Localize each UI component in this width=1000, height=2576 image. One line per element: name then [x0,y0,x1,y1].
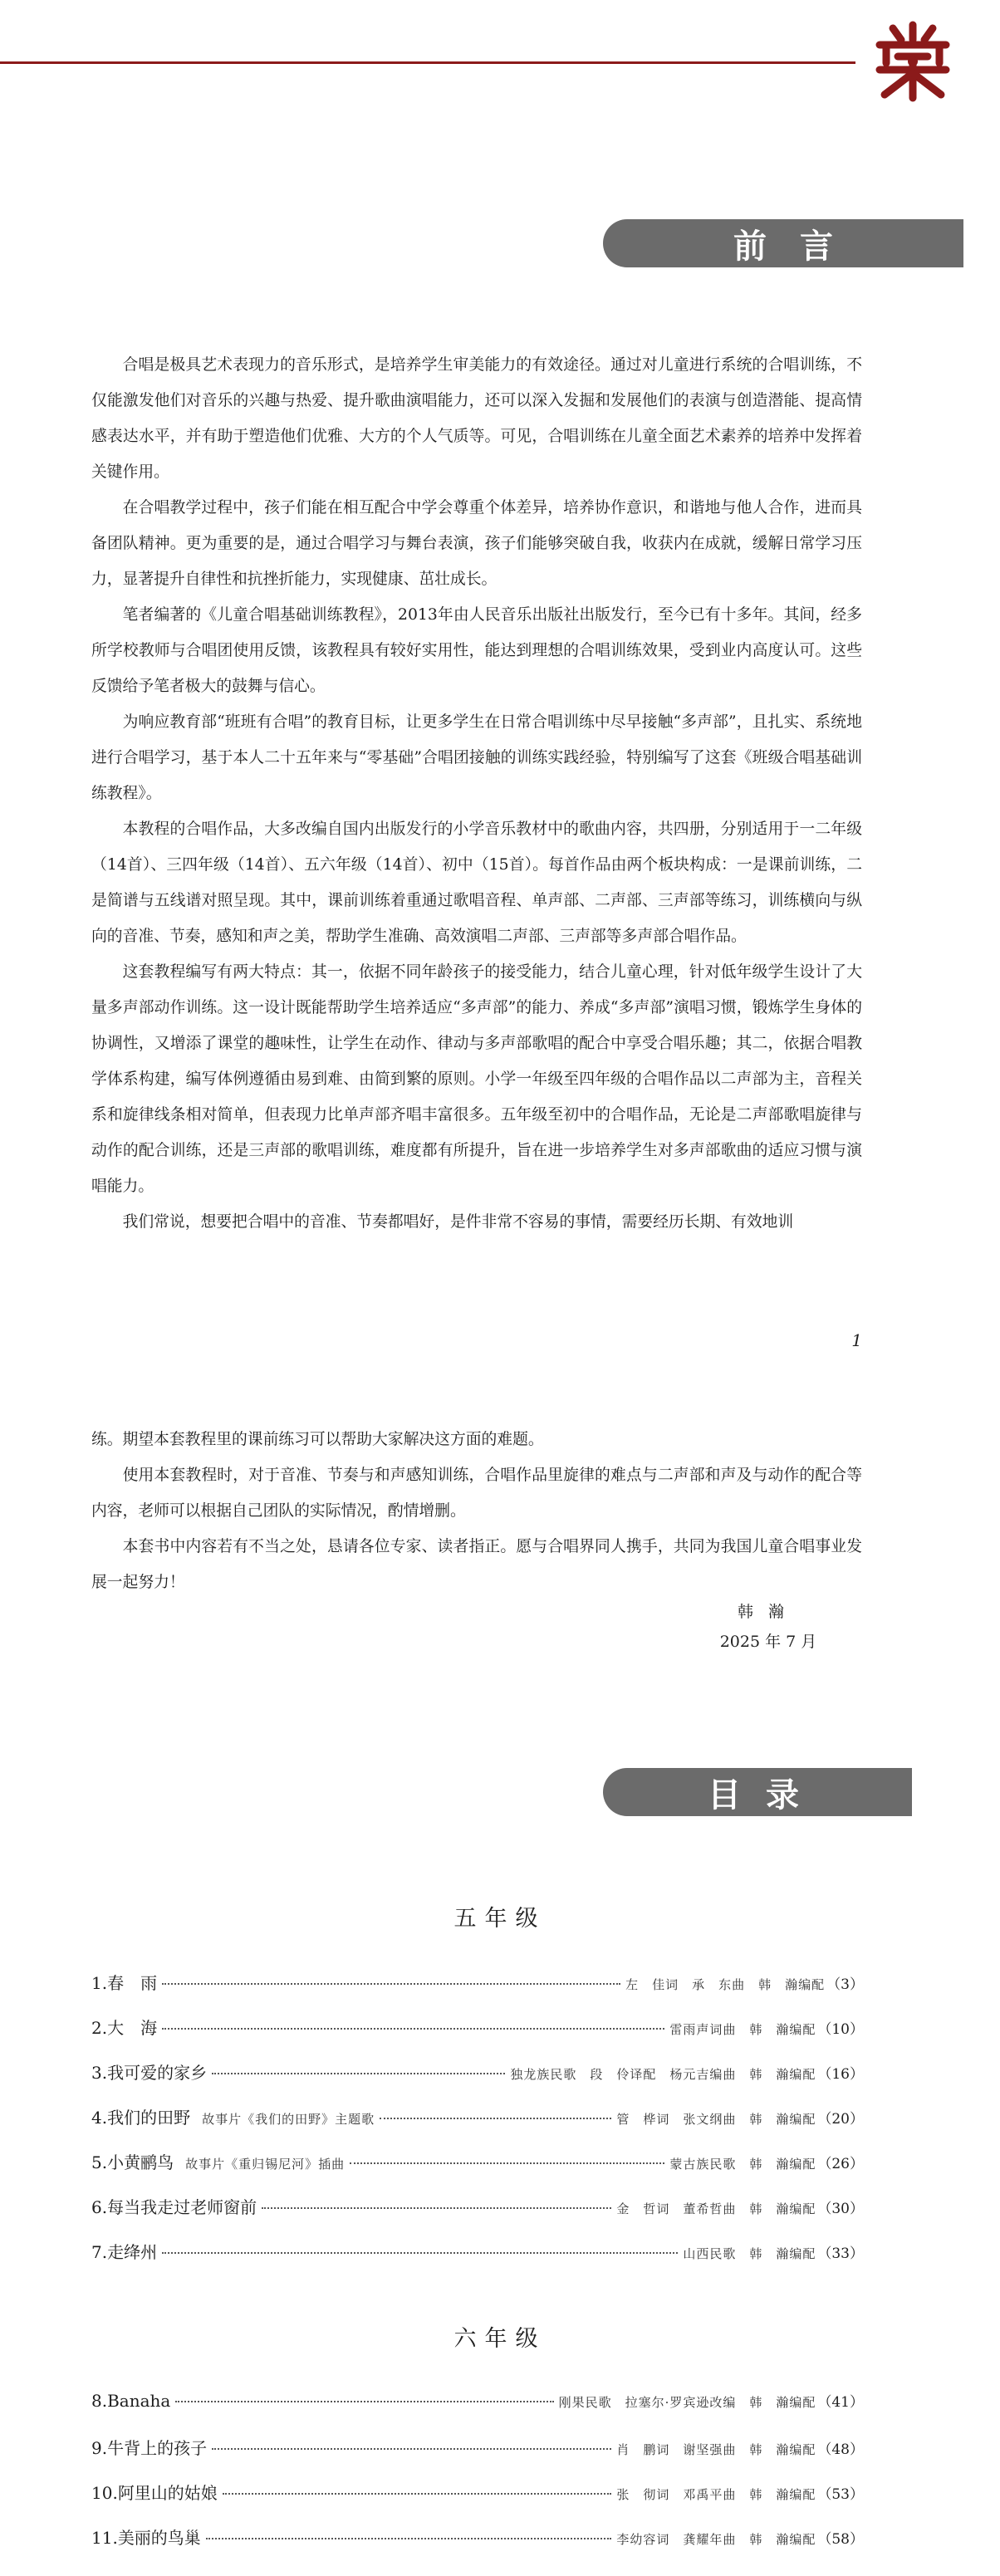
toc-entry-title: 我可爱的家乡 [107,2063,208,2083]
toc-entry[interactable] [91,2149,864,2194]
toc-leader-dots [350,2162,664,2164]
toc-entry[interactable] [91,1970,864,2015]
toc-entry-number: 11. [91,2528,118,2548]
publisher-logo-icon [868,20,958,103]
toc-entry-title: 大 海 [107,2018,158,2038]
toc-leader-dots [212,2073,505,2074]
toc-leader-dots [162,2252,678,2254]
preface-body-continued [91,1422,862,1600]
toc-entry-credits: 李幼容词 龚耀年曲 韩 瀚编配 [616,2532,816,2547]
toc-entry-credits: 蒙古族民歌 韩 瀚编配 [669,2157,816,2172]
toc-entry-title: 走绛州 [107,2242,158,2262]
toc-leader-dots [206,2538,612,2539]
preface-title: 前 言 [733,226,833,266]
toc-entry-credits: 雷雨声词曲 韩 瀚编配 [669,2022,816,2037]
toc-entry-number: 7. [91,2242,108,2262]
toc-entry[interactable] [91,2015,864,2059]
toc-entry[interactable] [91,2239,864,2284]
preface-paragraph: 本教程的合唱作品，大多改编自国内出版发行的小学音乐教材中的歌曲内容，共四册，分别适用于一二年级（14首）、三四年级（14首）、五六年级（14首）、初中（15首）。每首作品由两个板块构成：一是课前训练，二是简谱与五线谱对照呈现。其中，课前训练着重通过歌唱音程、单声部、二声部、三声部等练习，训练横向与纵向的音准、节奏，感知和声之美，帮助学生准确、高效演唱二声部、三声部等多声部合唱作品。 [91,820,862,945]
toc-entry-page: （58） [817,2531,864,2548]
toc-entry-number: 5. [91,2152,108,2172]
toc-entry-title: 每当我走过老师窗前 [107,2197,257,2217]
toc-entry-subtitle: 故事片《重归锡尼河》插曲 [185,2157,346,2172]
toc-entry-credits: 刚果民歌 拉塞尔·罗宾逊改编 韩 瀚编配 [558,2395,816,2410]
toc-entry[interactable] [91,2435,864,2480]
toc-entry-page: （41） [817,2394,864,2411]
toc-entry[interactable] [91,2059,864,2104]
preface-paragraph: 使用本套教程时，对于音准、节奏与和声感知训练，合唱作品里旋律的难点与二声部和声及与动作的配合等内容，老师可以根据自己团队的实际情况，酌情增删。 [91,1467,862,1520]
toc-title-banner [603,1768,912,1816]
toc-entry[interactable] [91,2480,864,2525]
preface-title-banner [603,219,963,267]
toc-entry[interactable] [91,2390,864,2435]
preface-paragraph: 为响应教育部“班班有合唱”的教育目标，让更多学生在日常合唱训练中尽早接触“多声部”，且扎实、系统地进行合唱学习，基于本人二十五年来与“零基础”合唱团接触的训练实践经验，特别编写了这套《班级合唱基础训练教程》。 [91,713,862,802]
toc-entry-title: 小黄鹂鸟 [107,2152,174,2172]
page-number: 1 [851,1330,862,1350]
toc-list-grade-5 [91,1970,864,2284]
toc-entry-page: （53） [817,2486,864,2503]
toc-entry-subtitle: 故事片《我们的田野》主题歌 [202,2112,375,2127]
preface-paragraph: 我们常说，想要把合唱中的音准、节奏都唱好，是件非常不容易的事情，需要经历长期、有效地训 [122,1213,794,1231]
toc-entry-credits: 金 哲词 董希哲曲 韩 瀚编配 [616,2201,816,2216]
toc-entry-number: 8. [91,2391,108,2411]
toc-entry-credits: 左 佳词 承 东曲 韩 瀚编配 [625,1977,826,1992]
toc-entry-page: （20） [817,2111,864,2128]
preface-paragraph: 本套书中内容若有不当之处，恳请各位专家、读者指正。愿与合唱界同人携手，共同为我国儿童合唱事业发展一起努力！ [91,1538,862,1591]
toc-leader-dots [162,1983,620,1985]
toc-list-grade-6 [91,2390,864,2569]
toc-entry[interactable] [91,2525,864,2569]
toc-entry-number: 1. [91,1973,108,1993]
toc-leader-dots [175,2401,553,2402]
preface-body [91,347,862,1240]
toc-entry-credits: 独龙族民歌 段 伶译配 杨元吉编曲 韩 瀚编配 [510,2067,816,2082]
toc-entry-credits: 山西民歌 韩 瀚编配 [683,2246,816,2261]
toc-title: 目录 [708,1775,824,1814]
grade-title: 五年级 [453,1906,547,1932]
toc-entry-number: 9. [91,2438,108,2458]
toc-entry-page: （16） [817,2066,864,2083]
toc-entry-credits: 肖 鹏词 谢坚强曲 韩 瀚编配 [616,2442,816,2457]
toc-entry-credits: 张 彻词 邓禹平曲 韩 瀚编配 [616,2487,816,2502]
toc-entry-title: 牛背上的孩子 [107,2438,208,2458]
author-name: 韩瀚 [737,1603,799,1621]
toc-entry-page: （30） [817,2201,864,2217]
toc-entry-title: 春 雨 [107,1973,158,1993]
preface-paragraph: 合唱是极具艺术表现力的音乐形式，是培养学生审美能力的有效途径。通过对儿童进行系统的合唱训练，不仅能激发他们对音乐的兴趣与热爱、提升歌曲演唱能力，还可以深入发掘和发展他们的表演与创造潜能、提高情感表达水平，并有助于塑造他们优雅、大方的个人气质等。可见，合唱训练在儿童全面艺术素养的培养中发挥着关键作用。 [91,356,862,481]
toc-entry-title: Banaha [107,2391,171,2411]
toc-entry[interactable] [91,2194,864,2239]
preface-paragraph-continued: 练。期望本套教程里的课前练习可以帮助大家解决这方面的难题。 [91,1431,544,1448]
preface-paragraph: 这套教程编写有两大特点：其一，依据不同年龄孩子的接受能力，结合儿童心理，针对低年级学生设计了大量多声部动作训练。这一设计既能帮助学生培养适应“多声部”的能力、养成“多声部”演唱习惯，锻炼学生身体的协调性，又增添了课堂的趣味性，让学生在动作、律动与多声部歌唱的配合中享受合唱乐趣；其二，依据合唱教学体系构建，编写体例遵循由易到难、由简到繁的原则。小学一年级至四年级的合唱作品以二声部为主，音程关系和旋律线条相对简单，但表现力比单声部齐唱丰富很多。五年级至初中的合唱作品，无论是二声部歌唱旋律与动作的配合训练，还是三声部的歌唱训练，难度都有所提升，旨在进一步培养学生对多声部歌曲的适应习惯与演唱能力。 [91,963,862,1195]
toc-entry-page: （26） [817,2156,864,2172]
toc-leader-dots [162,2028,664,2030]
header-rule [0,61,855,64]
toc-entry-title: 我们的田野 [107,2108,191,2128]
toc-entry-page: （3） [826,1976,864,1993]
toc-entry[interactable] [91,2104,864,2149]
toc-entry-page: （33） [817,2245,864,2262]
toc-entry-number: 4. [91,2108,108,2128]
preface-date: 2025 年 7 月 [719,1633,817,1651]
toc-leader-dots [380,2118,611,2119]
toc-entry-title: 阿里山的姑娘 [117,2483,218,2503]
toc-leader-dots [262,2207,611,2209]
toc-entry-number: 3. [91,2063,108,2083]
toc-entry-number: 2. [91,2018,108,2038]
toc-entry-page: （48） [817,2441,864,2458]
toc-entry-credits: 管 桦词 张文纲曲 韩 瀚编配 [616,2112,816,2127]
toc-leader-dots [223,2493,612,2495]
toc-leader-dots [212,2448,611,2450]
preface-paragraph: 在合唱教学过程中，孩子们能在相互配合中学会尊重个体差异，培养协作意识，和谐地与他人合作，进而具备团队精神。更为重要的是，通过合唱学习与舞台表演，孩子们能够突破自我，收获内在成就，缓解日常学习压力，显著提升自律性和抗挫折能力，实现健康、茁壮成长。 [91,499,862,588]
toc-entry-title: 美丽的鸟巢 [117,2528,201,2548]
toc-entry-number: 10. [91,2483,118,2503]
preface-paragraph: 笔者编著的《儿童合唱基础训练教程》，2013年由人民音乐出版社出版发行，至今已有十多年。其间，经多所学校教师与合唱团使用反馈，该教程具有较好实用性，能达到理想的合唱训练效果，受到业内高度认可。这些反馈给予笔者极大的鼓舞与信心。 [91,606,862,695]
toc-entry-number: 6. [91,2197,108,2217]
grade-title: 六年级 [453,2326,547,2352]
toc-entry-page: （10） [817,2021,864,2038]
